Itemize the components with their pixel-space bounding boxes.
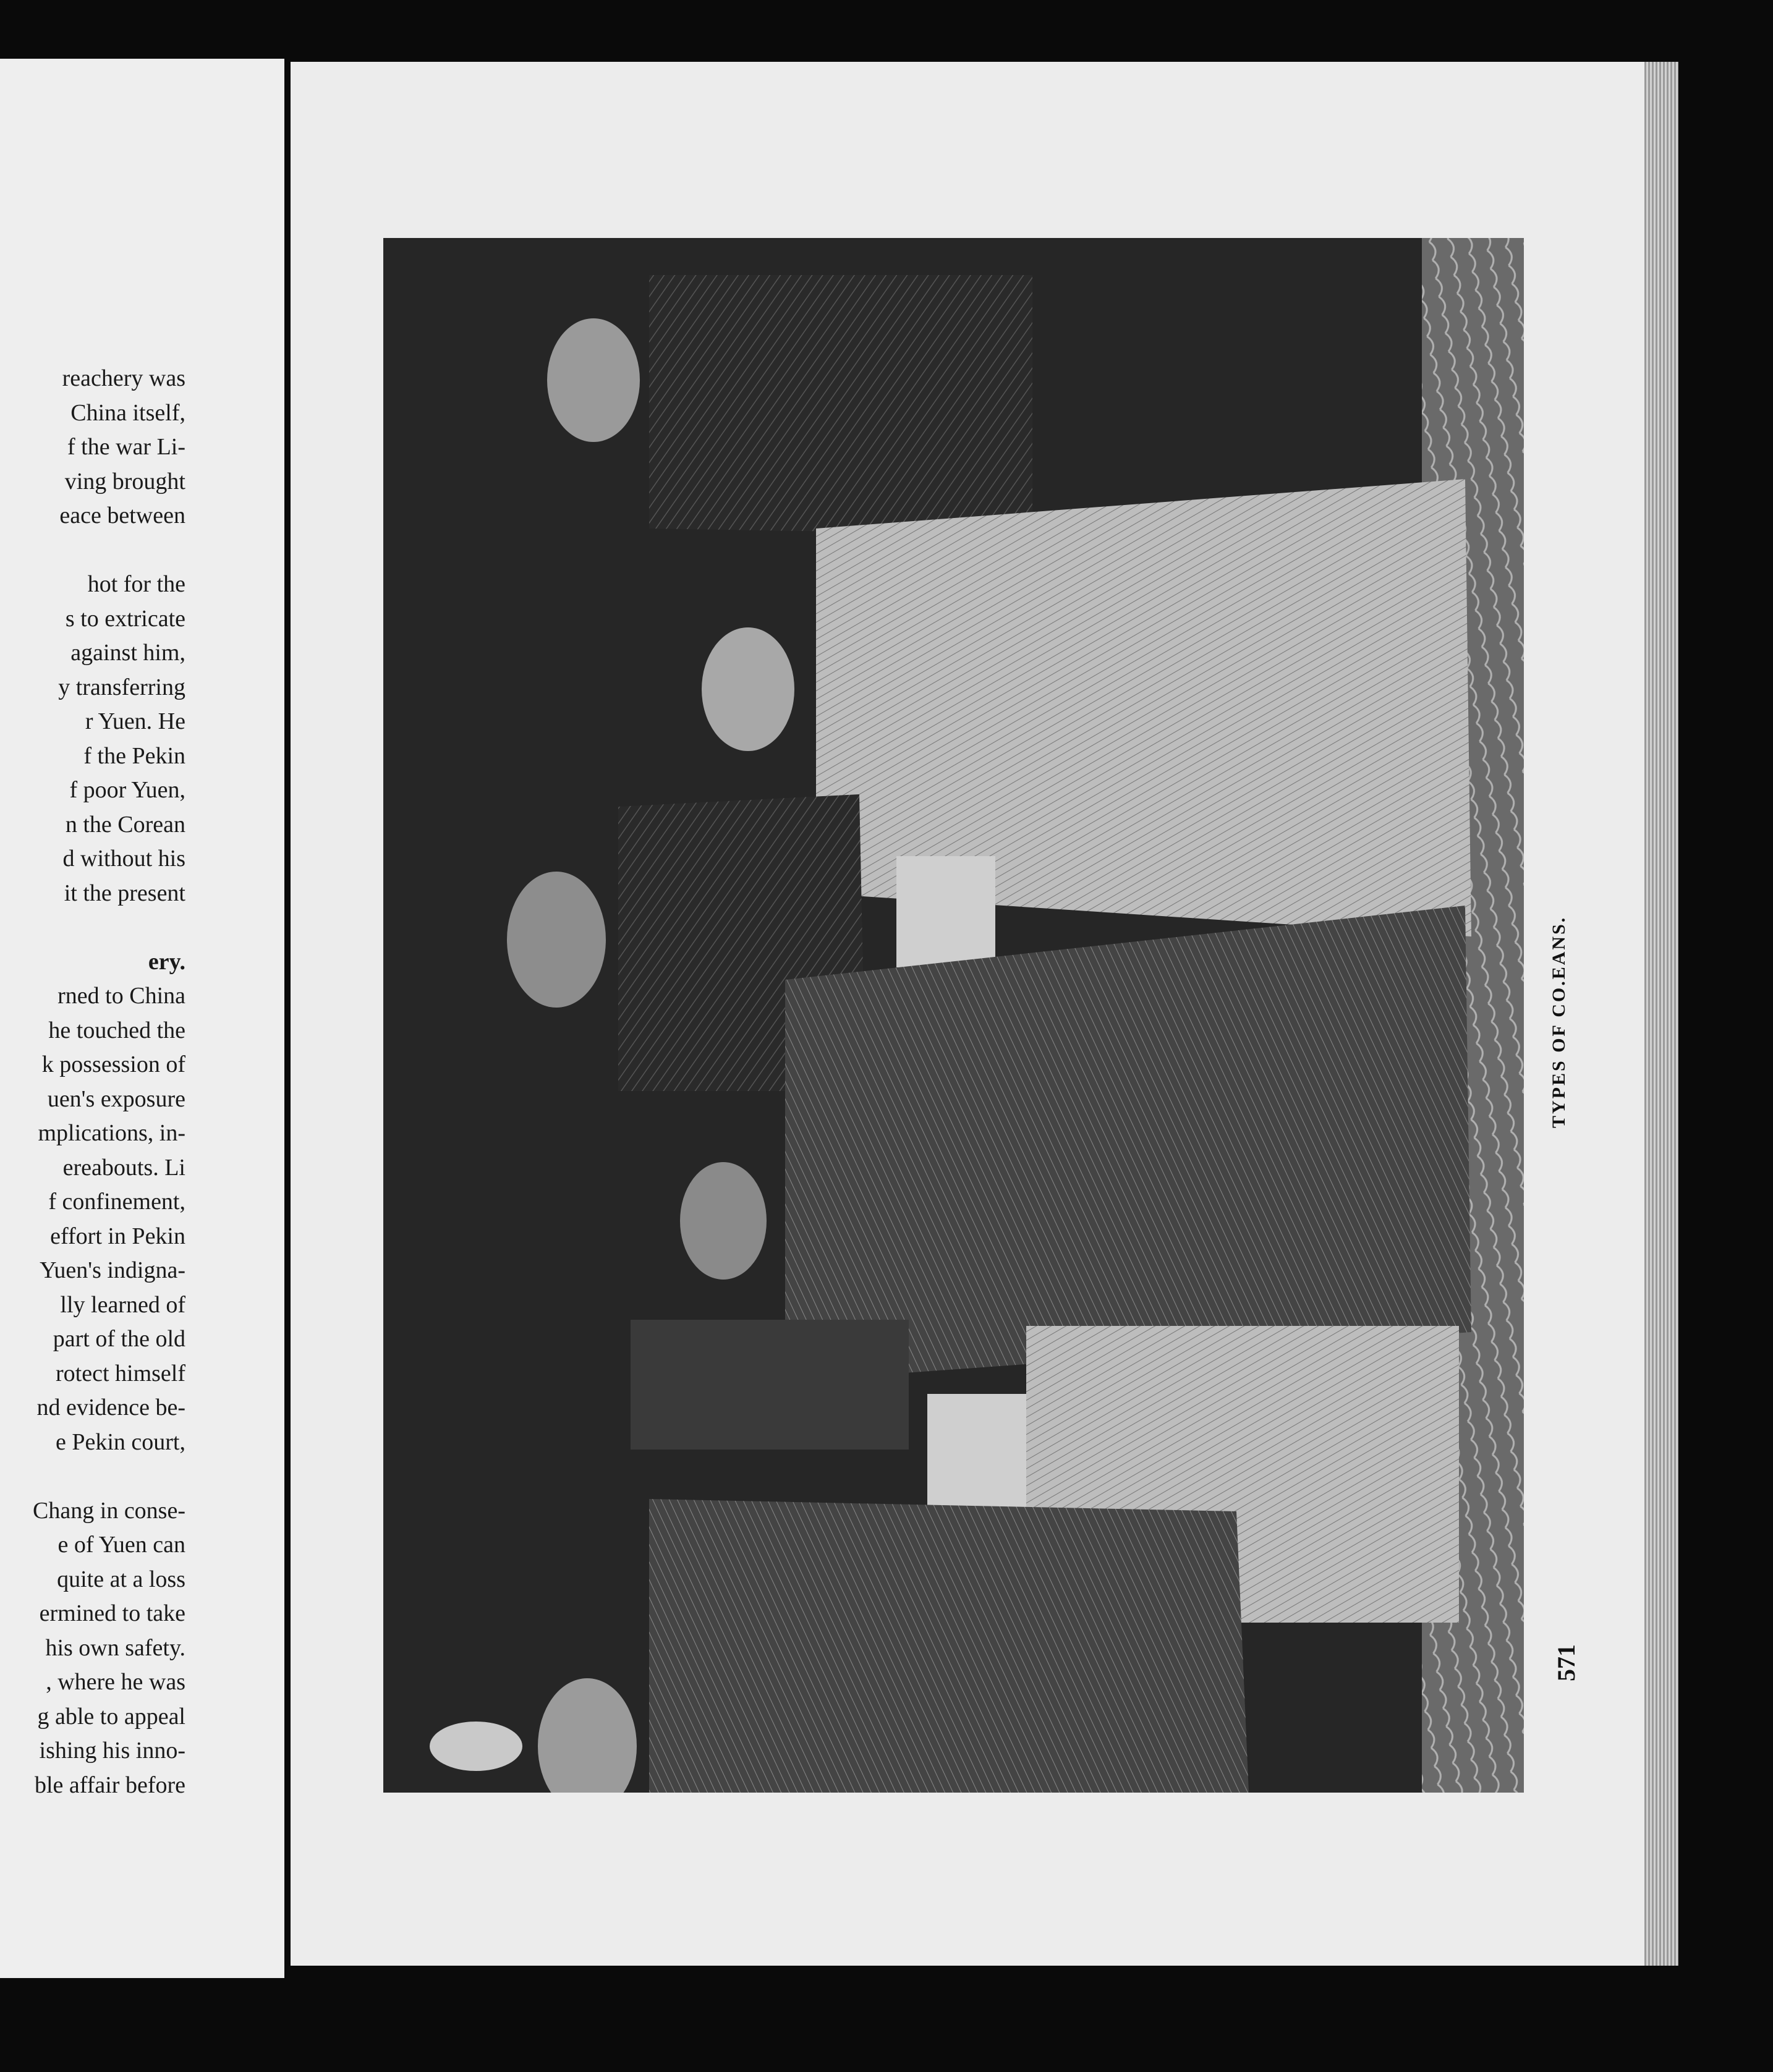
left-page-text: [0, 362, 185, 1802]
text-line: uen's exposure: [47, 1085, 185, 1112]
text-line: ermined to take: [39, 1600, 185, 1626]
text-line: effort in Pekin: [50, 1223, 185, 1249]
caption-text: TYPES OF CO.EANS.: [1549, 915, 1569, 1128]
text-line: y transferring: [58, 674, 185, 700]
text-line: f confinement,: [48, 1189, 185, 1215]
text-line: ble affair before: [34, 1772, 185, 1798]
text-line: k possession of: [41, 1051, 185, 1077]
text-line: d without his: [62, 846, 185, 872]
paragraph-gap: [0, 911, 185, 945]
left-page: [0, 59, 284, 1978]
text-line: nd evidence be-: [36, 1395, 185, 1420]
text-line: his own safety.: [45, 1634, 185, 1661]
text-line: quite at a loss: [57, 1566, 185, 1592]
section-heading: ery.: [148, 948, 185, 975]
engraving-figures: [383, 238, 1524, 1793]
paragraph-gap: [0, 1459, 185, 1494]
engraving-illustration: [383, 238, 1524, 1793]
text-line: Chang in conse-: [33, 1497, 185, 1524]
text-line: eace between: [59, 503, 185, 529]
text-line: part of the old: [53, 1326, 185, 1352]
text-line: against him,: [70, 640, 185, 666]
text-line: lly learned of: [60, 1291, 185, 1318]
text-line: it the present: [64, 880, 185, 906]
page-edge: [1644, 62, 1678, 1966]
text-line: mplications, in-: [38, 1120, 185, 1146]
text-line: ishing his inno-: [39, 1738, 185, 1764]
text-line: he touched the: [48, 1017, 185, 1043]
page-number-text: 571: [1552, 1644, 1580, 1681]
text-line: f the war Li-: [67, 434, 185, 460]
text-line: e of Yuen can: [57, 1532, 185, 1558]
text-line: ving brought: [64, 468, 185, 495]
text-line: rotect himself: [56, 1360, 185, 1386]
text-line: f the Pekin: [83, 742, 185, 769]
text-line: n the Corean: [65, 811, 185, 838]
paragraph-gap: [0, 533, 185, 568]
text-line: reachery was: [62, 365, 185, 391]
text-line: s to extricate: [65, 605, 185, 632]
text-line: rned to China: [57, 983, 185, 1009]
text-line: hot for the: [87, 571, 185, 597]
text-line: f poor Yuen,: [69, 777, 185, 803]
text-line: r Yuen. He: [85, 708, 185, 734]
text-line: g able to appeal: [37, 1703, 185, 1730]
text-line: Yuen's indigna-: [40, 1257, 185, 1283]
text-line: e Pekin court,: [55, 1429, 185, 1455]
text-line: ereabouts. Li: [62, 1154, 185, 1181]
text-line: China itself,: [70, 399, 185, 426]
text-line: , where he was: [46, 1669, 185, 1695]
